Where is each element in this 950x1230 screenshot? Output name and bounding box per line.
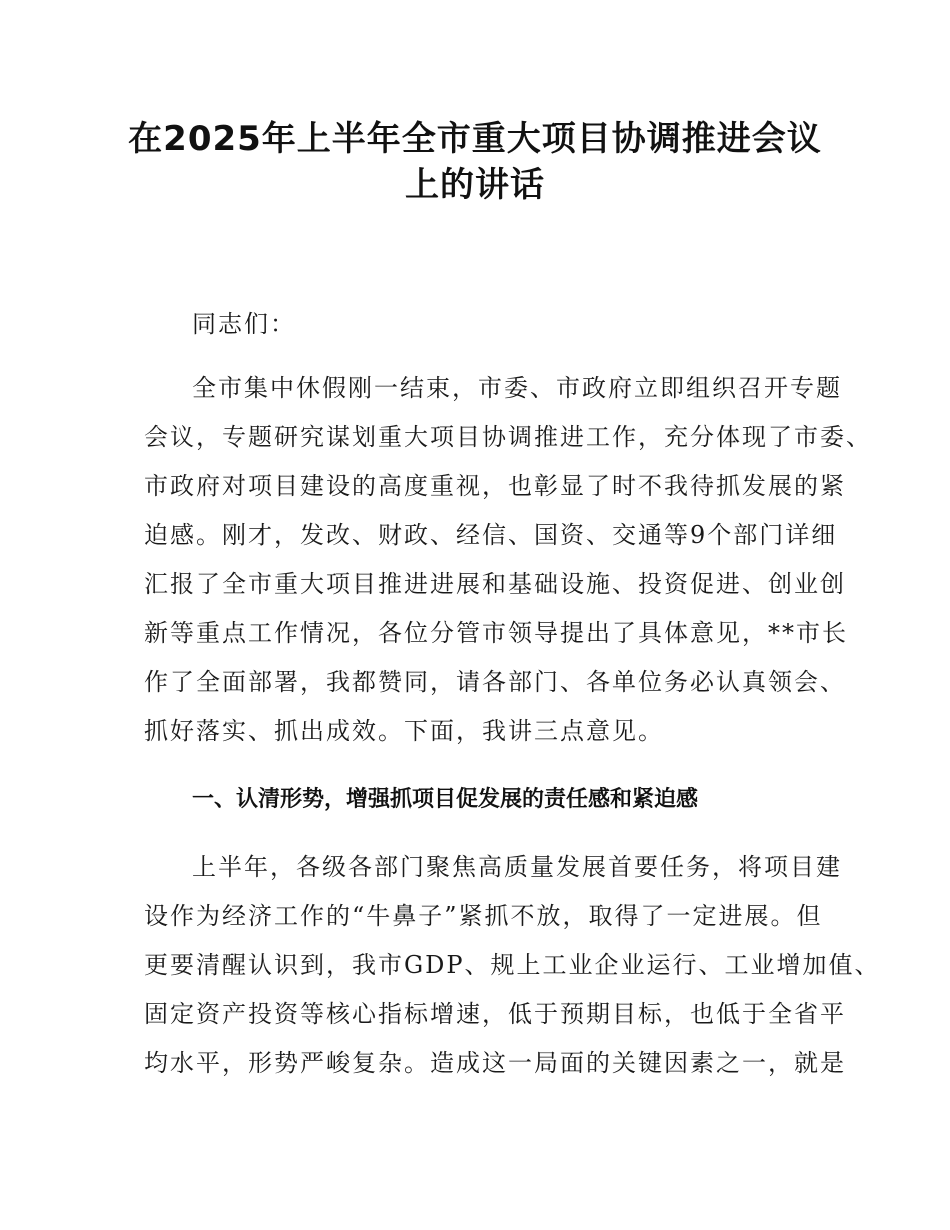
document-title-line-2: 上的讲话 <box>405 165 545 205</box>
paragraph-line: 设作为经济工作的“牛鼻子”紧抓不放，取得了一定进展。但 <box>144 902 823 930</box>
paragraph-line: 会议，专题研究谋划重大项目协调推进工作，充分体现了市委、 <box>144 423 872 451</box>
section-heading: 一、认清形势，增强抓项目促发展的责任感和紧迫感 <box>192 787 699 812</box>
paragraph-line: 市政府对项目建设的高度重视，也彰显了时不我待抓发展的紧 <box>144 472 846 500</box>
paragraph-line: 迫感。刚才，发改、财政、经信、国资、交通等9个部门详细 <box>144 521 838 549</box>
paragraph-line: 汇报了全市重大项目推进进展和基础设施、投资促进、创业创 <box>144 570 846 598</box>
paragraph-line: 抓好落实、抓出成效。下面，我讲三点意见。 <box>144 717 664 745</box>
paragraph-line: 作了全面部署，我都赞同，请各部门、各单位务必认真领会、 <box>144 668 846 696</box>
paragraph-line: 全市集中休假刚一结束，市委、市政府立即组织召开专题 <box>192 374 842 402</box>
paragraph-line: 新等重点工作情况，各位分管市领导提出了具体意见，**市长 <box>144 619 848 647</box>
salutation: 同志们： <box>192 310 296 338</box>
paragraph-line: 上半年，各级各部门聚焦高质量发展首要任务，将项目建 <box>192 853 842 881</box>
paragraph-line: 均水平，形势严峻复杂。造成这一局面的关键因素之一，就是 <box>144 1049 846 1077</box>
paragraph-line: 固定资产投资等核心指标增速，低于预期目标，也低于全省平 <box>144 1000 846 1028</box>
document-title-line-1: 在2025年上半年全市重大项目协调推进会议 <box>128 119 822 159</box>
paragraph-line: 更要清醒认识到，我市GDP、规上工业企业运行、工业增加值、 <box>144 951 881 979</box>
